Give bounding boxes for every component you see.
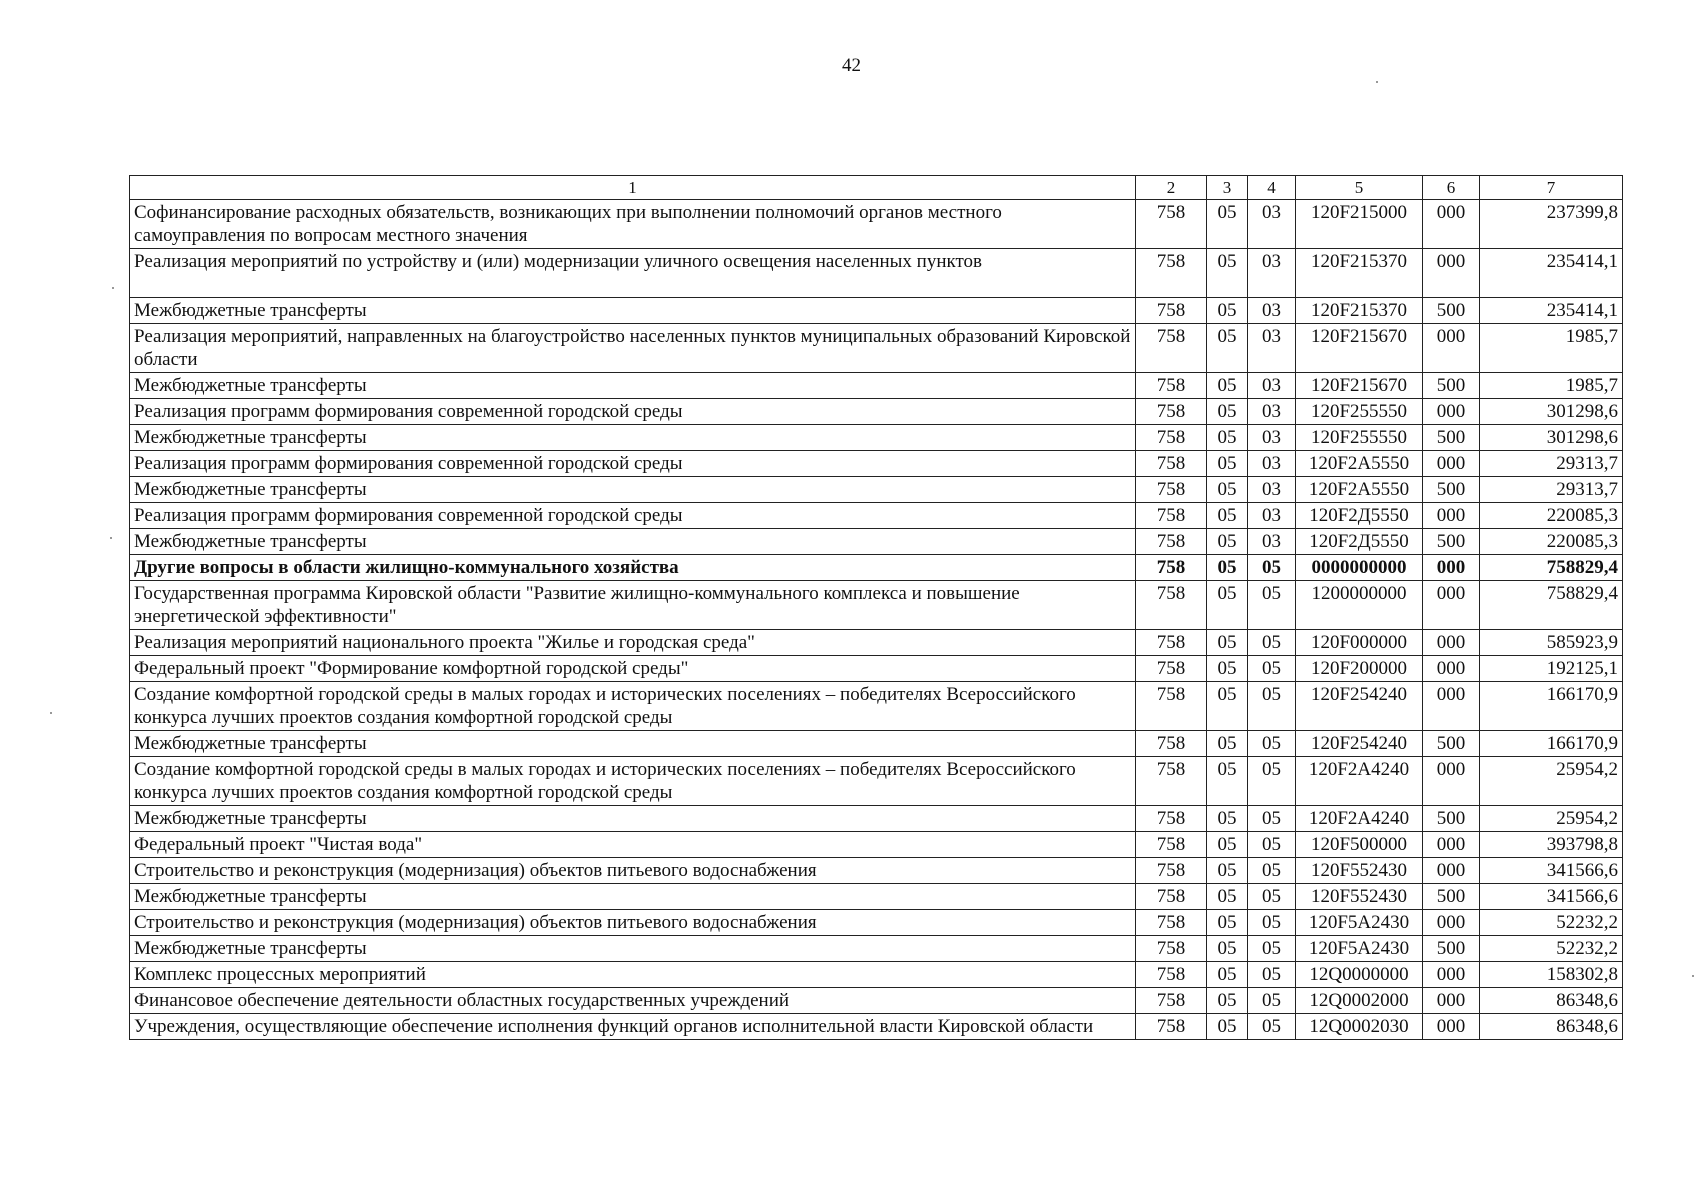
cell-col-4: 05 [1248, 936, 1296, 962]
scan-speck [50, 712, 52, 714]
cell-col-3: 05 [1207, 731, 1248, 757]
cell-col-7: 52232,2 [1480, 910, 1623, 936]
cell-col-7: 86348,6 [1480, 988, 1623, 1014]
cell-col-5: 120F215670 [1296, 373, 1423, 399]
cell-col-7: 29313,7 [1480, 451, 1623, 477]
cell-col-5: 120F255550 [1296, 425, 1423, 451]
cell-col-4: 05 [1248, 630, 1296, 656]
cell-col-5: 120F2Д5550 [1296, 503, 1423, 529]
cell-col-6: 500 [1423, 936, 1480, 962]
cell-col-6: 500 [1423, 529, 1480, 555]
cell-name: Реализация программ формирования современной городской среды [130, 503, 1136, 529]
header-col-1: 1 [130, 176, 1136, 200]
cell-col-6: 500 [1423, 373, 1480, 399]
cell-col-5: 120F254240 [1296, 682, 1423, 731]
cell-col-4: 03 [1248, 477, 1296, 503]
header-col-4: 4 [1248, 176, 1296, 200]
cell-col-3: 05 [1207, 936, 1248, 962]
cell-col-3: 05 [1207, 682, 1248, 731]
table-row [130, 962, 1623, 988]
cell-name: Реализация программ формирования современной городской среды [130, 399, 1136, 425]
cell-col-7: 237399,8 [1480, 200, 1623, 249]
cell-col-3: 05 [1207, 656, 1248, 682]
cell-col-5: 12Q0000000 [1296, 962, 1423, 988]
cell-col-4: 03 [1248, 324, 1296, 373]
cell-col-2: 758 [1136, 503, 1207, 529]
cell-col-3: 05 [1207, 451, 1248, 477]
cell-col-3: 05 [1207, 399, 1248, 425]
cell-col-3: 05 [1207, 324, 1248, 373]
cell-name: Федеральный проект "Формирование комфортной городской среды" [130, 656, 1136, 682]
table-row [130, 451, 1623, 477]
scan-speck [1376, 81, 1378, 83]
cell-col-5: 120F5A2430 [1296, 936, 1423, 962]
cell-col-3: 05 [1207, 806, 1248, 832]
cell-col-6: 500 [1423, 425, 1480, 451]
cell-col-3: 05 [1207, 503, 1248, 529]
cell-col-4: 05 [1248, 731, 1296, 757]
cell-col-3: 05 [1207, 298, 1248, 324]
cell-col-3: 05 [1207, 630, 1248, 656]
cell-col-3: 05 [1207, 249, 1248, 298]
cell-col-4: 03 [1248, 298, 1296, 324]
table-row [130, 373, 1623, 399]
table-row [130, 656, 1623, 682]
table-row [130, 503, 1623, 529]
table-row [130, 682, 1623, 731]
cell-col-4: 05 [1248, 555, 1296, 581]
cell-col-6: 000 [1423, 656, 1480, 682]
cell-col-7: 235414,1 [1480, 298, 1623, 324]
cell-name: Софинансирование расходных обязательств, возникающих при выполнении полномочий органов местного самоуправления по вопросам местного значения [130, 200, 1136, 249]
cell-col-6: 000 [1423, 399, 1480, 425]
cell-col-6: 000 [1423, 910, 1480, 936]
table-row [130, 806, 1623, 832]
cell-col-2: 758 [1136, 298, 1207, 324]
cell-name: Реализация мероприятий по устройству и (или) модернизации уличного освещения населенных пунктов [130, 249, 1136, 298]
cell-col-7: 25954,2 [1480, 757, 1623, 806]
cell-col-2: 758 [1136, 200, 1207, 249]
cell-col-5: 12Q0002000 [1296, 988, 1423, 1014]
cell-col-7: 301298,6 [1480, 399, 1623, 425]
cell-col-6: 000 [1423, 200, 1480, 249]
cell-name: Создание комфортной городской среды в малых городах и исторических поселениях – победителях Всероссийского конкурса лучших проектов создания комфортной городской среды [130, 682, 1136, 731]
cell-col-3: 05 [1207, 1014, 1248, 1040]
cell-col-2: 758 [1136, 477, 1207, 503]
cell-col-5: 120F215370 [1296, 249, 1423, 298]
cell-name: Строительство и реконструкция (модернизация) объектов питьевого водоснабжения [130, 858, 1136, 884]
cell-name: Реализация мероприятий национального проекта "Жилье и городская среда" [130, 630, 1136, 656]
cell-col-6: 000 [1423, 249, 1480, 298]
cell-col-2: 758 [1136, 884, 1207, 910]
cell-col-3: 05 [1207, 858, 1248, 884]
cell-col-3: 05 [1207, 962, 1248, 988]
cell-col-4: 05 [1248, 884, 1296, 910]
cell-col-2: 758 [1136, 832, 1207, 858]
cell-name: Финансовое обеспечение деятельности областных государственных учреждений [130, 988, 1136, 1014]
page-number: 42 [842, 55, 861, 76]
cell-col-2: 758 [1136, 373, 1207, 399]
cell-col-7: 166170,9 [1480, 731, 1623, 757]
cell-col-3: 05 [1207, 884, 1248, 910]
table-row [130, 858, 1623, 884]
cell-col-6: 500 [1423, 477, 1480, 503]
table-row [130, 630, 1623, 656]
cell-col-2: 758 [1136, 324, 1207, 373]
cell-col-4: 05 [1248, 806, 1296, 832]
cell-col-4: 05 [1248, 858, 1296, 884]
table-row [130, 884, 1623, 910]
header-col-3: 3 [1207, 176, 1248, 200]
cell-col-4: 03 [1248, 200, 1296, 249]
table-row [130, 399, 1623, 425]
cell-col-6: 000 [1423, 324, 1480, 373]
cell-col-7: 86348,6 [1480, 1014, 1623, 1040]
cell-col-5: 120F5A2430 [1296, 910, 1423, 936]
cell-col-6: 000 [1423, 581, 1480, 630]
table-row [130, 910, 1623, 936]
cell-name: Государственная программа Кировской области "Развитие жилищно-коммунального комплекса и повышение энергетической эффективности" [130, 581, 1136, 630]
cell-col-2: 758 [1136, 425, 1207, 451]
cell-col-7: 52232,2 [1480, 936, 1623, 962]
table-row [130, 988, 1623, 1014]
cell-col-4: 03 [1248, 399, 1296, 425]
cell-col-5: 120F215370 [1296, 298, 1423, 324]
header-col-5: 5 [1296, 176, 1423, 200]
table-row [130, 200, 1623, 249]
cell-col-2: 758 [1136, 757, 1207, 806]
header-col-7: 7 [1480, 176, 1623, 200]
table-row [130, 757, 1623, 806]
cell-name: Межбюджетные трансферты [130, 529, 1136, 555]
cell-col-5: 120F552430 [1296, 884, 1423, 910]
cell-name: Межбюджетные трансферты [130, 298, 1136, 324]
table-row [130, 832, 1623, 858]
cell-col-2: 758 [1136, 249, 1207, 298]
cell-col-4: 05 [1248, 682, 1296, 731]
cell-col-3: 05 [1207, 477, 1248, 503]
cell-col-7: 29313,7 [1480, 477, 1623, 503]
cell-col-7: 341566,6 [1480, 858, 1623, 884]
cell-name: Реализация мероприятий, направленных на благоустройство населенных пунктов муниципальных образований Кировской области [130, 324, 1136, 373]
cell-name: Межбюджетные трансферты [130, 425, 1136, 451]
cell-col-2: 758 [1136, 1014, 1207, 1040]
cell-col-2: 758 [1136, 555, 1207, 581]
table-row [130, 1014, 1623, 1040]
cell-col-5: 120F2A5550 [1296, 451, 1423, 477]
cell-name: Межбюджетные трансферты [130, 936, 1136, 962]
cell-col-7: 341566,6 [1480, 884, 1623, 910]
cell-col-3: 05 [1207, 757, 1248, 806]
header-col-6: 6 [1423, 176, 1480, 200]
cell-name: Комплекс процессных мероприятий [130, 962, 1136, 988]
cell-col-6: 000 [1423, 1014, 1480, 1040]
scan-speck [110, 537, 112, 539]
cell-col-6: 000 [1423, 451, 1480, 477]
cell-col-6: 000 [1423, 858, 1480, 884]
cell-col-5: 120F215000 [1296, 200, 1423, 249]
cell-col-6: 500 [1423, 298, 1480, 324]
cell-col-5: 120F255550 [1296, 399, 1423, 425]
cell-col-4: 05 [1248, 656, 1296, 682]
header-col-2: 2 [1136, 176, 1207, 200]
cell-col-7: 220085,3 [1480, 503, 1623, 529]
cell-col-6: 000 [1423, 757, 1480, 806]
cell-col-2: 758 [1136, 630, 1207, 656]
cell-col-7: 758829,4 [1480, 555, 1623, 581]
cell-col-7: 166170,9 [1480, 682, 1623, 731]
cell-col-2: 758 [1136, 529, 1207, 555]
table-row [130, 731, 1623, 757]
cell-col-7: 158302,8 [1480, 962, 1623, 988]
table-row [130, 324, 1623, 373]
cell-col-7: 758829,4 [1480, 581, 1623, 630]
cell-col-2: 758 [1136, 936, 1207, 962]
cell-col-6: 000 [1423, 988, 1480, 1014]
cell-col-3: 05 [1207, 988, 1248, 1014]
cell-name: Межбюджетные трансферты [130, 373, 1136, 399]
cell-name: Межбюджетные трансферты [130, 806, 1136, 832]
cell-col-4: 05 [1248, 832, 1296, 858]
cell-col-2: 758 [1136, 988, 1207, 1014]
cell-col-5: 120F500000 [1296, 832, 1423, 858]
cell-col-3: 05 [1207, 373, 1248, 399]
cell-col-4: 05 [1248, 910, 1296, 936]
cell-col-4: 05 [1248, 988, 1296, 1014]
cell-col-2: 758 [1136, 682, 1207, 731]
cell-col-4: 03 [1248, 425, 1296, 451]
cell-col-5: 120F2A4240 [1296, 806, 1423, 832]
budget-table [129, 175, 1623, 1040]
cell-col-3: 05 [1207, 529, 1248, 555]
cell-col-4: 05 [1248, 962, 1296, 988]
table-row [130, 477, 1623, 503]
cell-col-4: 03 [1248, 451, 1296, 477]
cell-col-7: 25954,2 [1480, 806, 1623, 832]
cell-col-4: 03 [1248, 529, 1296, 555]
cell-col-2: 758 [1136, 962, 1207, 988]
table-row [130, 425, 1623, 451]
cell-col-6: 500 [1423, 731, 1480, 757]
cell-name: Межбюджетные трансферты [130, 731, 1136, 757]
cell-col-7: 220085,3 [1480, 529, 1623, 555]
cell-col-5: 1200000000 [1296, 581, 1423, 630]
cell-col-2: 758 [1136, 910, 1207, 936]
table-row [130, 529, 1623, 555]
cell-col-6: 000 [1423, 682, 1480, 731]
cell-col-5: 120F254240 [1296, 731, 1423, 757]
cell-col-2: 758 [1136, 731, 1207, 757]
cell-col-7: 1985,7 [1480, 324, 1623, 373]
cell-col-5: 120F2A5550 [1296, 477, 1423, 503]
cell-col-6: 500 [1423, 884, 1480, 910]
table-row [130, 555, 1623, 581]
cell-col-5: 120F000000 [1296, 630, 1423, 656]
cell-name: Учреждения, осуществляющие обеспечение исполнения функций органов исполнительной власти Кировской области [130, 1014, 1136, 1040]
table-row [130, 249, 1623, 298]
cell-name: Создание комфортной городской среды в малых городах и исторических поселениях – победителях Всероссийского конкурса лучших проектов создания комфортной городской среды [130, 757, 1136, 806]
header-row [130, 176, 1623, 200]
cell-col-5: 120F200000 [1296, 656, 1423, 682]
cell-col-2: 758 [1136, 581, 1207, 630]
cell-col-5: 120F215670 [1296, 324, 1423, 373]
cell-col-4: 03 [1248, 373, 1296, 399]
table-row [130, 581, 1623, 630]
cell-col-4: 03 [1248, 249, 1296, 298]
cell-col-7: 1985,7 [1480, 373, 1623, 399]
cell-col-4: 03 [1248, 503, 1296, 529]
cell-col-3: 05 [1207, 910, 1248, 936]
cell-col-2: 758 [1136, 656, 1207, 682]
cell-col-6: 000 [1423, 630, 1480, 656]
cell-col-3: 05 [1207, 425, 1248, 451]
scan-speck [1692, 975, 1694, 977]
cell-col-3: 05 [1207, 581, 1248, 630]
cell-col-3: 05 [1207, 832, 1248, 858]
cell-col-6: 000 [1423, 555, 1480, 581]
table-body [130, 200, 1623, 1040]
cell-col-4: 05 [1248, 757, 1296, 806]
cell-col-6: 000 [1423, 503, 1480, 529]
cell-col-5: 12Q0002030 [1296, 1014, 1423, 1040]
cell-col-5: 120F552430 [1296, 858, 1423, 884]
cell-name: Реализация программ формирования современной городской среды [130, 451, 1136, 477]
table-row [130, 936, 1623, 962]
cell-col-6: 500 [1423, 806, 1480, 832]
cell-name: Межбюджетные трансферты [130, 884, 1136, 910]
cell-col-7: 393798,8 [1480, 832, 1623, 858]
cell-col-3: 05 [1207, 200, 1248, 249]
cell-col-2: 758 [1136, 858, 1207, 884]
cell-col-3: 05 [1207, 555, 1248, 581]
cell-name: Строительство и реконструкция (модернизация) объектов питьевого водоснабжения [130, 910, 1136, 936]
cell-col-6: 000 [1423, 962, 1480, 988]
cell-col-6: 000 [1423, 832, 1480, 858]
cell-col-4: 05 [1248, 1014, 1296, 1040]
cell-col-4: 05 [1248, 581, 1296, 630]
cell-col-2: 758 [1136, 806, 1207, 832]
cell-col-5: 120F2Д5550 [1296, 529, 1423, 555]
cell-name: Межбюджетные трансферты [130, 477, 1136, 503]
cell-name: Другие вопросы в области жилищно-коммунального хозяйства [130, 555, 1136, 581]
cell-name: Федеральный проект "Чистая вода" [130, 832, 1136, 858]
scan-speck [112, 287, 114, 289]
table-row [130, 298, 1623, 324]
cell-col-5: 120F2A4240 [1296, 757, 1423, 806]
cell-col-2: 758 [1136, 399, 1207, 425]
cell-col-7: 235414,1 [1480, 249, 1623, 298]
cell-col-7: 301298,6 [1480, 425, 1623, 451]
cell-col-5: 0000000000 [1296, 555, 1423, 581]
cell-col-7: 192125,1 [1480, 656, 1623, 682]
cell-col-7: 585923,9 [1480, 630, 1623, 656]
cell-col-2: 758 [1136, 451, 1207, 477]
